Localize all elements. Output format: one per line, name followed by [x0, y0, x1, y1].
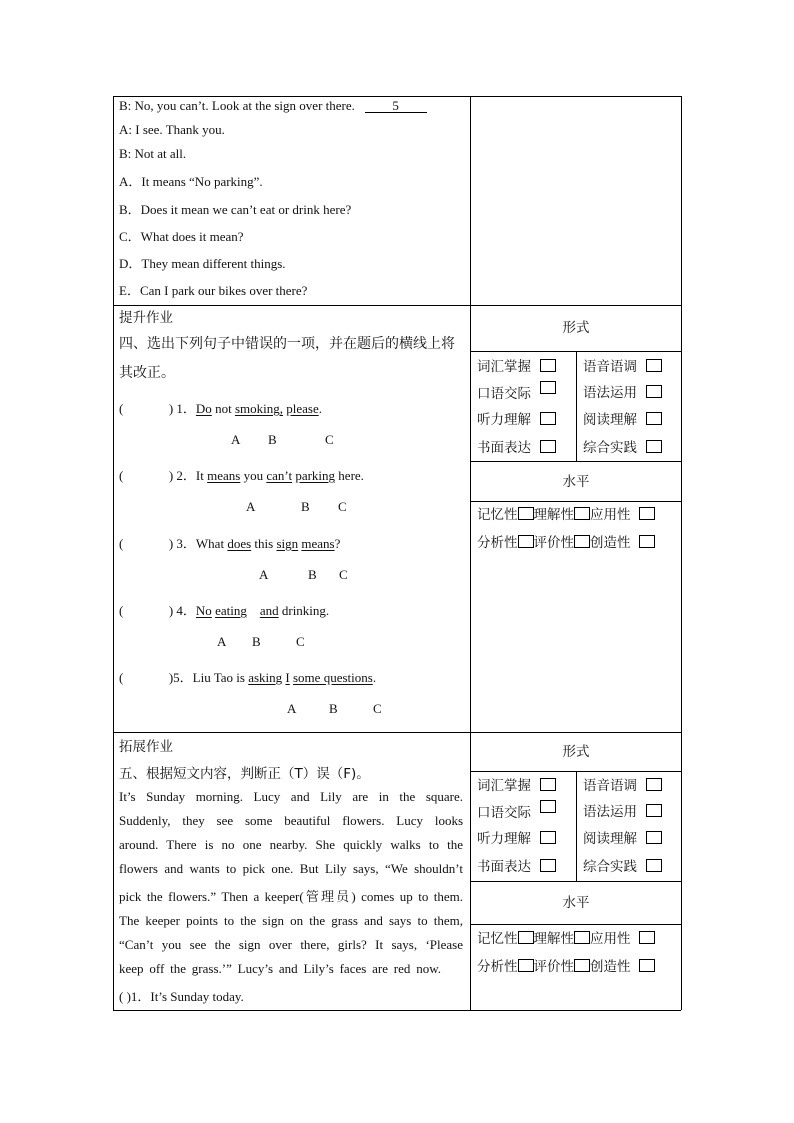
q1-letter-c: C: [325, 432, 334, 447]
checkbox[interactable]: [646, 859, 662, 872]
passage-line-8: keep off the grass.’” Lucy’s and Lily’s faces are red now.: [119, 961, 441, 976]
section-title-extend: 拓展作业: [119, 739, 173, 755]
checkbox[interactable]: [540, 800, 556, 813]
checkbox[interactable]: [518, 959, 534, 972]
checkbox[interactable]: [646, 412, 662, 425]
q4-option-b: eating: [215, 603, 247, 618]
q2-letter-c: C: [338, 499, 347, 514]
form-item-reading: 阅读理解: [583, 408, 662, 428]
error-question-3: ( ) 3．What does this sign means?: [119, 536, 341, 551]
table-column-divider: [470, 96, 471, 1010]
q3-option-b: sign: [276, 536, 299, 551]
q3-option-c: means: [301, 536, 335, 551]
checkbox[interactable]: [646, 440, 662, 453]
q5-option-b: I: [285, 670, 290, 685]
form-item-practice-2: 综合实践: [583, 855, 662, 875]
panel2-divider-c: [470, 924, 681, 925]
q4-option-a: No: [195, 603, 212, 618]
q1-letter-b: B: [268, 432, 277, 447]
form-title-2: 形式: [562, 744, 590, 760]
q5-letter-a: A: [287, 701, 297, 716]
table-right-border: [681, 96, 682, 1010]
q1-letter-a: A: [231, 432, 241, 447]
q3-letter-b: B: [308, 567, 317, 582]
q2-letter-b: B: [301, 499, 310, 514]
form-item-writing: 书面表达: [477, 436, 556, 456]
dialog-line-a2: A: I see. Thank you.: [119, 122, 225, 137]
table-bottom-border: [113, 1010, 681, 1011]
form-item-pronunciation-2: 语音语调: [583, 774, 662, 794]
checkbox[interactable]: [540, 440, 556, 453]
passage-line-7: “Can’t you see the sign over there, girls? It says, ‘Please: [119, 937, 463, 952]
form-item-speaking-2: 口语交际: [477, 800, 556, 821]
error-question-5: ( )5．Liu Tao is asking I some questions.: [119, 670, 377, 685]
option-a: A．It means “No parking”.: [119, 174, 263, 189]
level-row-2-2: 分析性 评价性 创造性: [477, 955, 655, 975]
checkbox[interactable]: [540, 412, 556, 425]
q3-letter-a: A: [259, 567, 269, 582]
checkbox[interactable]: [646, 359, 662, 372]
checkbox[interactable]: [540, 778, 556, 791]
checkbox[interactable]: [518, 507, 534, 520]
q1-option-c: please: [286, 401, 319, 416]
level-row-1-2: 记忆性 理解性 应用性: [477, 927, 655, 947]
checkbox[interactable]: [639, 535, 655, 548]
checkbox[interactable]: [540, 381, 556, 394]
q5-option-c: some questions: [293, 670, 373, 685]
error-question-1: ( ) 1．Do not smoking, please.: [119, 401, 322, 416]
checkbox[interactable]: [646, 804, 662, 817]
q3-option-a: does: [227, 536, 252, 551]
checkbox[interactable]: [646, 385, 662, 398]
q3-letter-c: C: [339, 567, 348, 582]
option-e: E．Can I park our bikes over there?: [119, 283, 308, 298]
passage-line-4: flowers and wants to pick one. But Lily says, “We shouldn’t: [119, 861, 463, 876]
form-item-grammar: 语法运用: [583, 381, 662, 401]
option-c: C．What does it mean?: [119, 229, 244, 244]
passage-line-1: It’s Sunday morning. Lucy and Lily are in the square.: [119, 789, 463, 804]
panel2-divider-b: [470, 881, 681, 882]
form-item-reading-2: 阅读理解: [583, 827, 662, 847]
form-item-vocabulary: 词汇掌握: [477, 355, 556, 375]
row-divider-2: [113, 732, 681, 733]
reading-instruction: 五、根据短文内容，判断正（T）误（F)。: [119, 766, 370, 782]
instruction-line-2: 其改正。: [119, 365, 175, 381]
error-question-4: ( ) 4．No eating and drinking.: [119, 603, 330, 618]
checkbox[interactable]: [646, 778, 662, 791]
form-item-listening: 听力理解: [477, 408, 556, 428]
dialog-line-b1: B: No, you can’t. Look at the sign over there. 5: [119, 98, 427, 114]
checkbox[interactable]: [518, 535, 534, 548]
checkbox[interactable]: [574, 959, 590, 972]
form-item-grammar-2: 语法运用: [583, 800, 662, 820]
q2-option-c: parking: [295, 468, 336, 483]
q4-letter-a: A: [217, 634, 227, 649]
passage-line-2: Suddenly, they see some beautiful flowers. Lucy looks: [119, 813, 463, 828]
level-row-2: 分析性 评价性 创造性: [477, 531, 655, 551]
form-title-1: 形式: [562, 320, 590, 336]
checkbox[interactable]: [574, 535, 590, 548]
level-title-2: 水平: [562, 895, 590, 911]
answer-blank-5: 5: [365, 99, 427, 113]
option-b: B．Does it mean we can’t eat or drink here?: [119, 202, 352, 217]
form-item-writing-2: 书面表达: [477, 855, 556, 875]
checkbox[interactable]: [540, 831, 556, 844]
tf-question-1: ( )1．It’s Sunday today.: [119, 989, 244, 1004]
q1-option-b: smoking,: [234, 401, 283, 416]
checkbox[interactable]: [639, 959, 655, 972]
option-d: D．They mean different things.: [119, 256, 286, 271]
q5-letter-b: B: [329, 701, 338, 716]
section-title-improve: 提升作业: [119, 310, 173, 326]
q1-option-a: Do: [195, 401, 212, 416]
panel1-divider-b: [470, 461, 681, 462]
q2-option-b: can’t: [266, 468, 293, 483]
level-title-1: 水平: [562, 474, 590, 490]
checkbox[interactable]: [639, 931, 655, 944]
form-item-listening-2: 听力理解: [477, 827, 556, 847]
q2-option-a: means: [207, 468, 241, 483]
q4-letter-c: C: [296, 634, 305, 649]
checkbox[interactable]: [574, 507, 590, 520]
panel1-divider-c: [470, 501, 681, 502]
passage-line-3: around. There is no one nearby. She quickly walks to the: [119, 837, 463, 852]
form-item-practice: 综合实践: [583, 436, 662, 456]
checkbox[interactable]: [574, 931, 590, 944]
checkbox[interactable]: [639, 507, 655, 520]
q4-option-c: and: [259, 603, 279, 618]
q5-letter-c: C: [373, 701, 382, 716]
panel1-form-divider: [576, 351, 577, 461]
form-item-vocabulary-2: 词汇掌握: [477, 774, 556, 794]
error-question-2: ( ) 2．It means you can’t parking here.: [119, 468, 364, 483]
checkbox[interactable]: [540, 859, 556, 872]
checkbox[interactable]: [646, 831, 662, 844]
form-item-pronunciation: 语音语调: [583, 355, 662, 375]
passage-line-5: pick the flowers.” Then a keeper(管理员) comes up to them.: [119, 889, 463, 904]
level-row-1: 记忆性 理解性 应用性: [477, 503, 655, 523]
q5-option-a: asking: [248, 670, 283, 685]
instruction-line-1: 四、选出下列句子中错误的一项，并在题后的横线上将: [119, 336, 455, 352]
checkbox[interactable]: [540, 359, 556, 372]
q4-letter-b: B: [252, 634, 261, 649]
passage-line-6: The keeper points to the sign on the grass and says to them,: [119, 913, 463, 928]
panel2-form-divider: [576, 771, 577, 881]
table-left-border: [113, 96, 114, 1010]
checkbox[interactable]: [518, 931, 534, 944]
dialog-line-b2: B: Not at all.: [119, 146, 187, 161]
q2-letter-a: A: [246, 499, 256, 514]
row-divider-1: [113, 305, 681, 306]
form-item-speaking: 口语交际: [477, 381, 556, 402]
table-top-border: [113, 96, 681, 97]
